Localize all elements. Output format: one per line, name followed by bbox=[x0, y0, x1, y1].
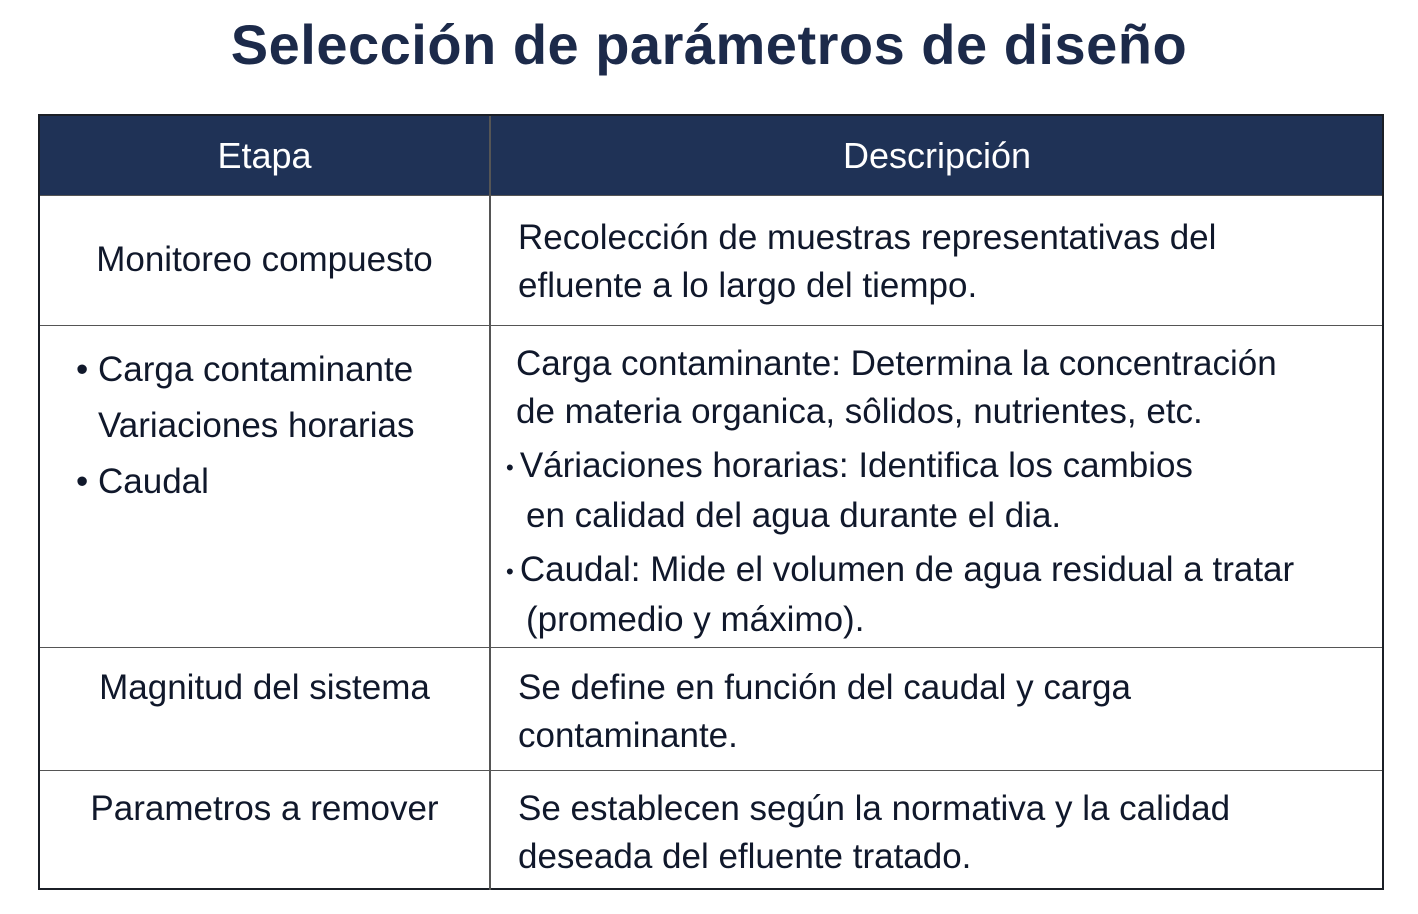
desc-line: deseada del efluente tratado. bbox=[518, 837, 972, 876]
etapa-cell: Magnitud del sistema bbox=[99, 668, 430, 707]
desc-line: Caudal: Mide el volumen de agua residual a tratar bbox=[519, 549, 1295, 589]
etapa-item: Caudal bbox=[98, 462, 209, 501]
desc-line: (promedio y máximo). bbox=[526, 599, 865, 639]
desc-line: Váriaciones horarias: Identifica los cambios bbox=[519, 446, 1193, 485]
desc-line: Carga contaminante: Determina la concentración bbox=[516, 344, 1277, 383]
desc-line: Se establecen según la normativa y la calidad bbox=[518, 789, 1231, 828]
design-parameters-table bbox=[38, 114, 1384, 890]
desc-line: Recolección de muestras representativas del bbox=[518, 218, 1217, 257]
desc-line: contaminante. bbox=[518, 716, 738, 755]
table-row bbox=[40, 647, 1382, 770]
descripcion-cell bbox=[518, 664, 1131, 760]
bullet-icon: • bbox=[76, 462, 89, 501]
etapa-cell: Parametros a remover bbox=[90, 789, 439, 828]
descripcion-cell bbox=[518, 785, 1230, 881]
desc-line: efluente a lo largo del tiempo. bbox=[518, 266, 978, 305]
bullet-icon: • bbox=[506, 454, 520, 480]
etapa-item: Carga contaminante bbox=[98, 350, 414, 389]
bullet-icon: • bbox=[506, 558, 520, 584]
table-row bbox=[40, 325, 1382, 647]
desc-line: en calidad del agua durante el dia. bbox=[526, 495, 1062, 535]
table-header bbox=[40, 116, 1382, 195]
etapa-cell: Monitoreo compuesto bbox=[96, 240, 433, 279]
desc-line: de materia organica, sôlidos, nutrientes, etc. bbox=[516, 392, 1203, 431]
table-row bbox=[40, 195, 1382, 325]
bullet-icon: • bbox=[76, 350, 89, 389]
page-title: Selección de parámetros de diseño bbox=[230, 13, 1188, 76]
etapa-item: Variaciones horarias bbox=[98, 406, 415, 445]
header-etapa: Etapa bbox=[217, 135, 312, 176]
desc-line: Se define en función del caudal y carga bbox=[518, 668, 1131, 707]
descripcion-cell bbox=[506, 340, 1295, 644]
descripcion-cell bbox=[518, 214, 1216, 310]
etapa-cell bbox=[76, 342, 414, 510]
table-row bbox=[40, 770, 1382, 890]
header-descripcion: Descripción bbox=[842, 135, 1032, 176]
